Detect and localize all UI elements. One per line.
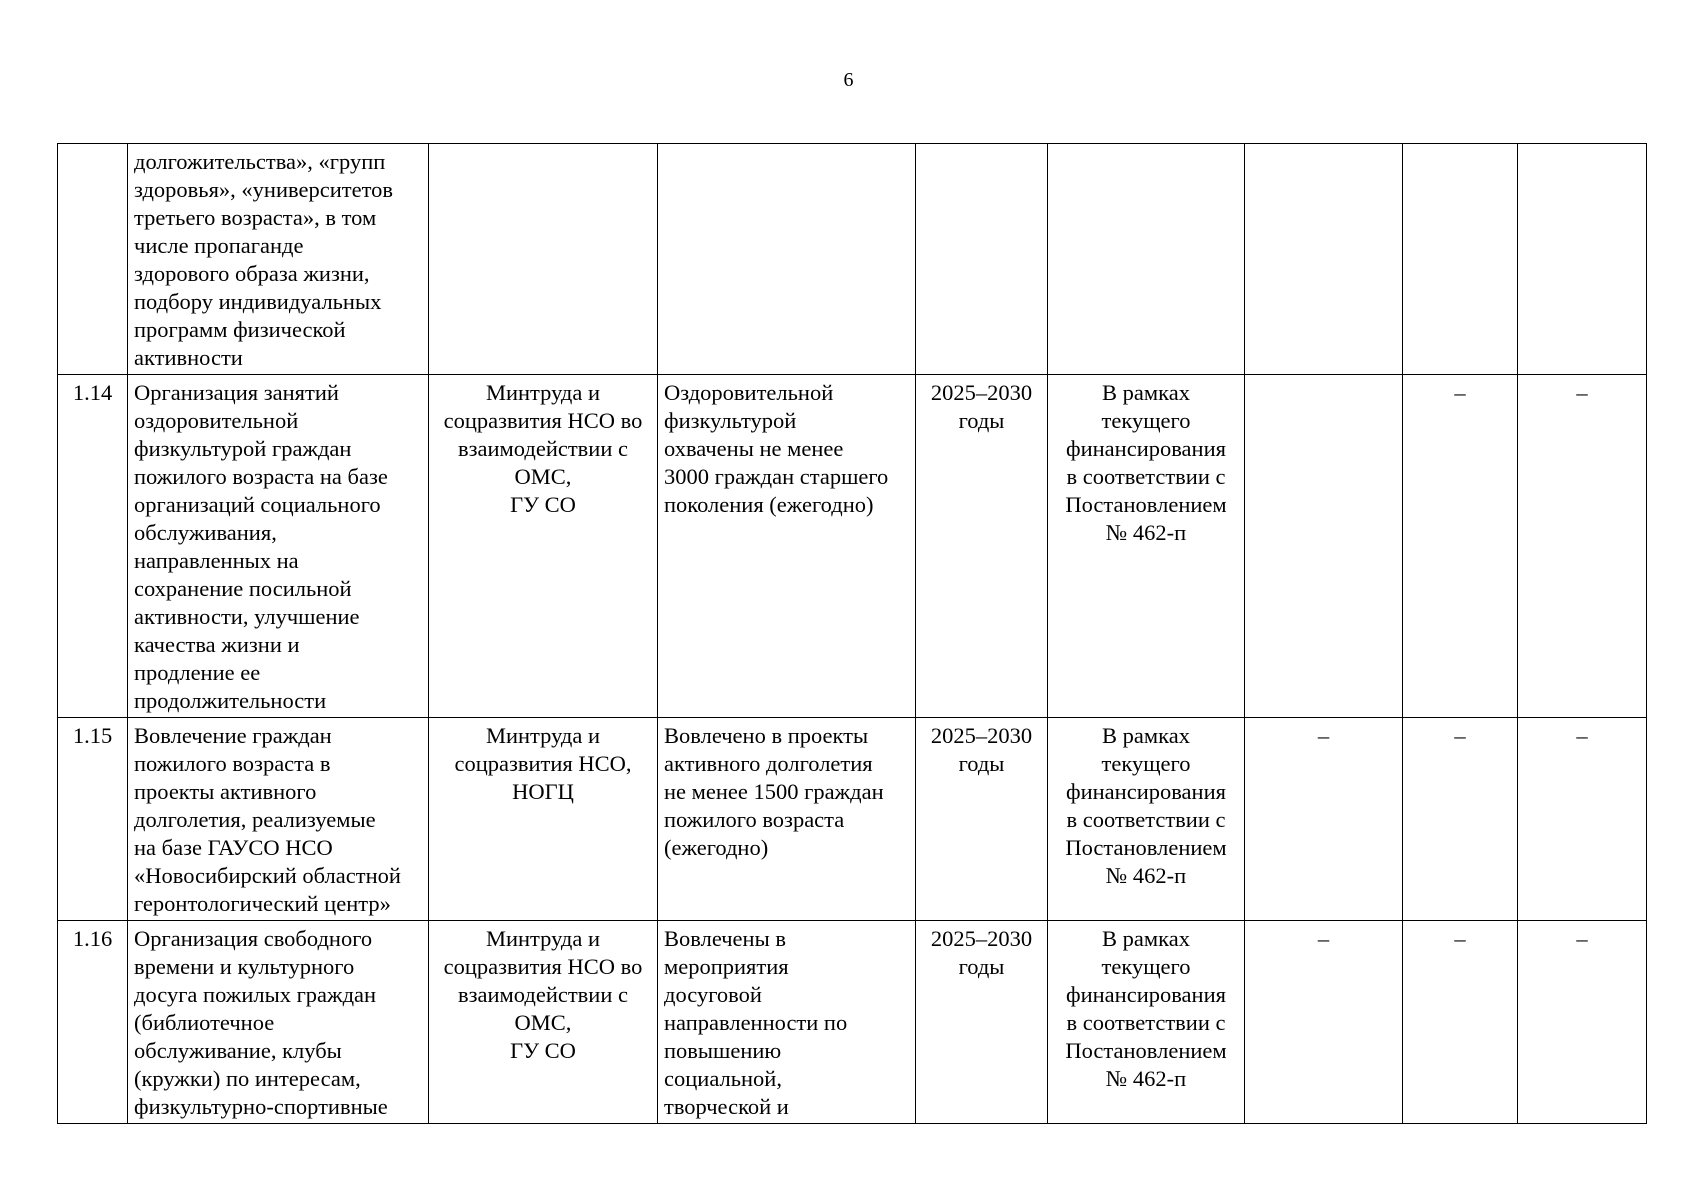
measures-table (57, 143, 1647, 1124)
page-number: 6 (843, 69, 854, 91)
row-number-cell (58, 144, 128, 375)
table-row (58, 921, 1647, 1124)
value-cell-7: – (1245, 921, 1403, 1124)
measure-name-cell: Организация занятий оздоровительной физкультурой граждан пожилого возраста на базе организаций социального обслуживания, направленных на сохранение посильной активности, улучшение качества жизни и продление ее продолжительности (128, 375, 429, 718)
value-cell-9: – (1518, 375, 1647, 718)
measure-name-cell: Вовлечение граждан пожилого возраста в проекты активного долголетия, реализуемые на базе ГАУСО НСО «Новосибирский областной геронтологический центр» (128, 718, 429, 921)
value-cell-7: – (1245, 718, 1403, 921)
row-number-cell: 1.16 (58, 921, 128, 1124)
result-cell: Вовлечены в мероприятия досуговой направленности по повышению социальной, творческой и (658, 921, 916, 1124)
result-cell: Оздоровительной физкультурой охвачены не менее 3000 граждан старшего поколения (ежегодно) (658, 375, 916, 718)
row-number-cell: 1.14 (58, 375, 128, 718)
value-cell-9 (1518, 144, 1647, 375)
measure-name-cell: долгожительства», «групп здоровья», «университетов третьего возраста», в том числе пропаганде здорового образа жизни, подбору индивидуальных программ физической активности (128, 144, 429, 375)
executor-cell: Минтруда и соцразвития НСО, НОГЦ (429, 718, 658, 921)
result-cell (658, 144, 916, 375)
executor-cell (429, 144, 658, 375)
measure-name-cell: Организация свободного времени и культурного досуга пожилых граждан (библиотечное обслуживание, клубы (кружки) по интересам, физкультурно-спортивные (128, 921, 429, 1124)
table-row (58, 375, 1647, 718)
executor-cell: Минтруда и соцразвития НСО во взаимодействии с ОМС, ГУ СО (429, 375, 658, 718)
table-row (58, 718, 1647, 921)
financing-cell: В рамках текущего финансирования в соответствии с Постановлением № 462-п (1048, 921, 1245, 1124)
financing-cell (1048, 144, 1245, 375)
financing-cell: В рамках текущего финансирования в соответствии с Постановлением № 462-п (1048, 375, 1245, 718)
row-number-cell: 1.15 (58, 718, 128, 921)
period-cell: 2025–2030 годы (916, 718, 1048, 921)
value-cell-8 (1403, 144, 1518, 375)
value-cell-8: – (1403, 375, 1518, 718)
table-row (58, 144, 1647, 375)
executor-cell: Минтруда и соцразвития НСО во взаимодействии с ОМС, ГУ СО (429, 921, 658, 1124)
period-cell: 2025–2030 годы (916, 375, 1048, 718)
value-cell-7 (1245, 375, 1403, 718)
value-cell-9: – (1518, 921, 1647, 1124)
value-cell-8: – (1403, 718, 1518, 921)
period-cell: 2025–2030 годы (916, 921, 1048, 1124)
period-cell (916, 144, 1048, 375)
financing-cell: В рамках текущего финансирования в соответствии с Постановлением № 462-п (1048, 718, 1245, 921)
value-cell-8: – (1403, 921, 1518, 1124)
value-cell-9: – (1518, 718, 1647, 921)
value-cell-7 (1245, 144, 1403, 375)
result-cell: Вовлечено в проекты активного долголетия не менее 1500 граждан пожилого возраста (ежегодно) (658, 718, 916, 921)
